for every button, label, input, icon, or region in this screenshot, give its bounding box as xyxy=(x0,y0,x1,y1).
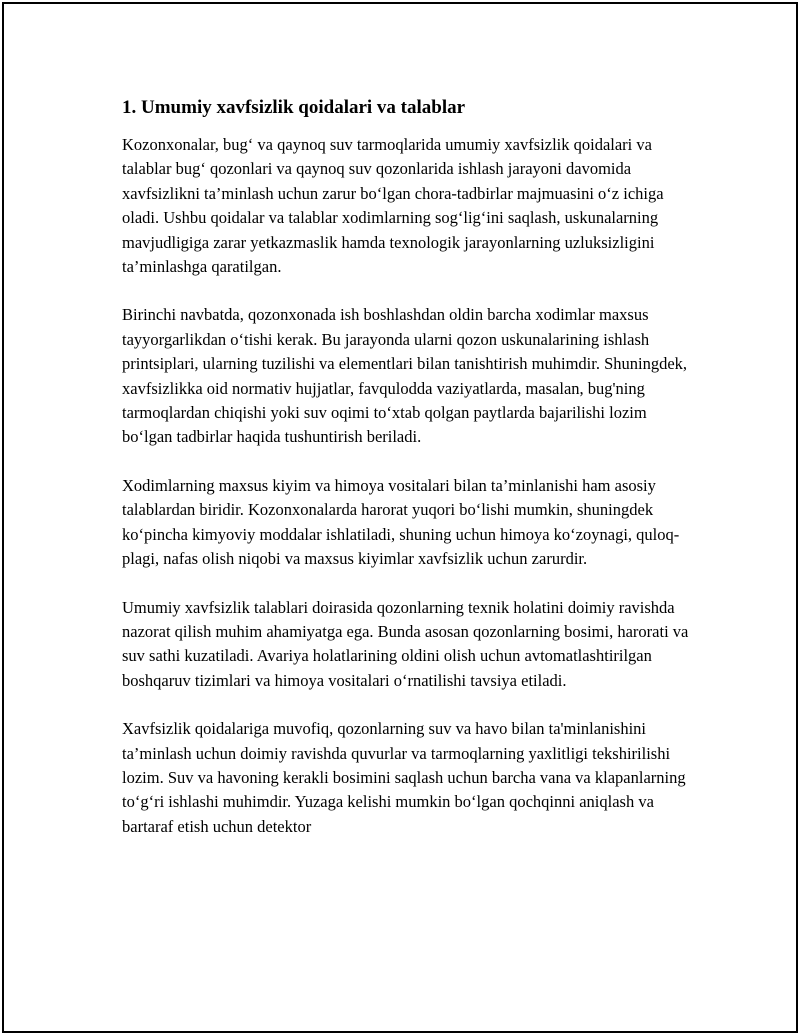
paragraph-staff-training: Birinchi navbatda, qozonxonada ish boshlashdan oldin barcha xodimlar maxsus tayyorgarlikdan o‘tishi kerak. Bu jarayonda ularni qozon uskunalarining ishlash printsiplari, ularning tuzilishi va elementlari bilan tanishtirish muhimdir. Shuningdek, xavfsizlikka oid normativ hujjatlar, favqulodda vaziyatlarda, masalan, bug'ning tarmoqlardan chiqishi yoki suv oqimi to‘xtab qolgan paytlarda bajarilishi lozim bo‘lgan tadbirlar haqida tushuntirish beriladi. xyxy=(122,305,688,447)
section-heading: 1. Umumiy xavfsizlik qoidalari va talablar xyxy=(122,97,466,118)
paragraph-protective-equipment: Xodimlarning maxsus kiyim va himoya vositalari bilan ta’minlanishi ham asosiy talablardan biridir. Kozonxonalarda harorat yuqori bo‘lishi mumkin, shuningdek ko‘pincha kimyoviy moddalar ishlatiladi, shuning uchun himoya ko‘zoynagi, quloq-plagi, nafas olish niqobi va maxsus kiyimlar xavfsizlik uchun zarurdir. xyxy=(122,475,680,569)
paragraph-technical-monitoring: Umumiy xavfsizlik talablari doirasida qozonlarning texnik holatini doimiy ravishda nazorat qilish muhim ahamiyatga ega. Bunda asosan qozonlarning bosimi, harorati va suv sathi kuzatiladi. Avariya holatlarining oldini olish uchun avtomatlashtirilgan boshqaruv tizimlari va himoya vositalari o‘rnatilishi tavsiya etiladi. xyxy=(122,597,689,690)
paragraph-pipe-integrity: Xavfsizlik qoidalariga muvofiq, qozonlarning suv va havo bilan ta'minlanishini ta’minlash uchun doimiy ravishda quvurlar va tarmoqlarning yaxlitligi tekshirilishi lozim. Suv va havoning kerakli bosimini saqlash uchun barcha vana va klapanlarning to‘g‘ri ishlashi muhimdir. Yuzaga kelishi mumkin bo‘lgan qochqinni aniqlash va bartaraf etish uchun detektor xyxy=(122,719,686,836)
document-body xyxy=(122,96,697,863)
document-page xyxy=(2,2,798,1033)
paragraph-general-rules: Kozonxonalar, bug‘ va qaynoq suv tarmoqlarida umumiy xavfsizlik qoidalari va talablar bug‘ qozonlari va qaynoq suv qozonlarida ishlash jarayoni davomida xavfsizlikni ta’minlash uchun zarur bo‘lgan chora-tadbirlar majmuasini o‘z ichiga oladi. Ushbu qoidalar va talablar xodimlarning sog‘lig‘ini saqlash, uskunalarning mavjudligiga zarar yetkazmaslik hamda texnologik jarayonlarning uzluksizligini ta’minlashga qaratilgan. xyxy=(122,135,664,277)
